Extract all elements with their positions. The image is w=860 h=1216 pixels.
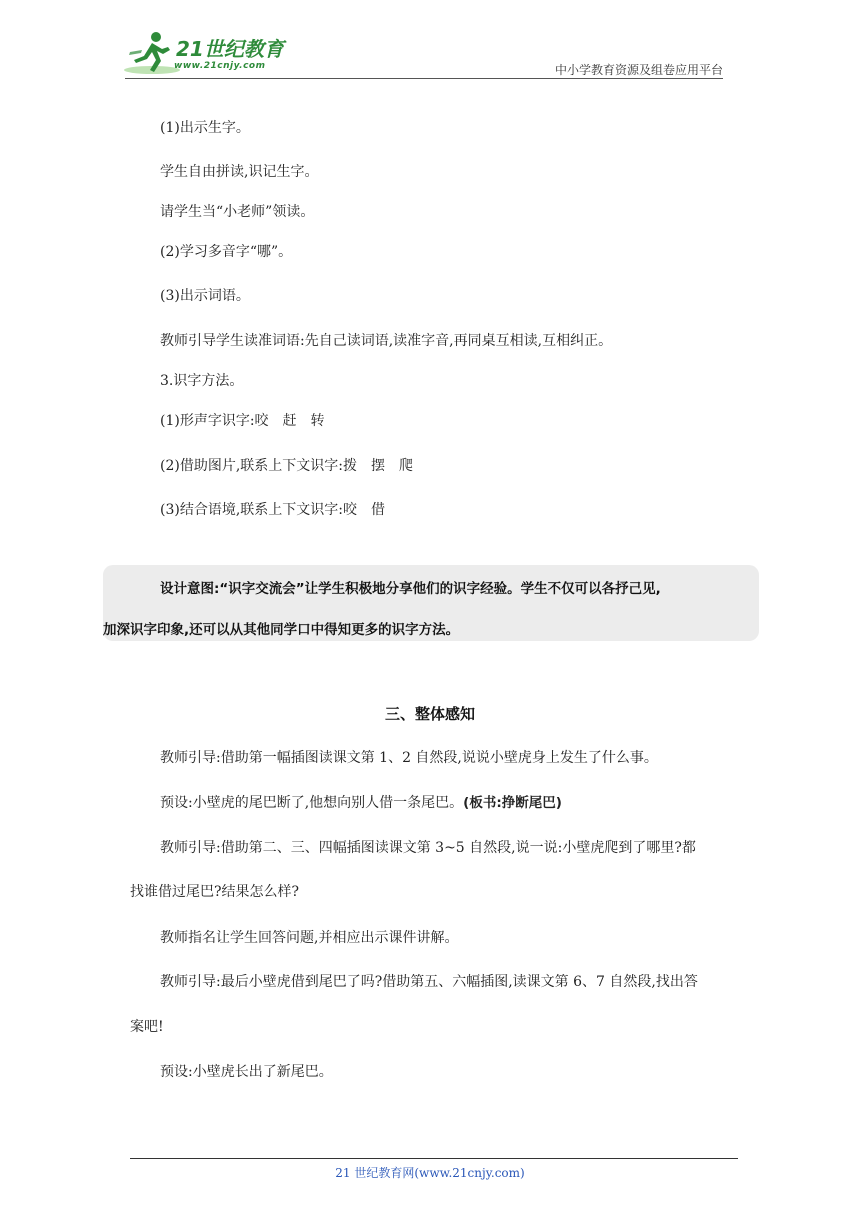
body-line-5: (3)出示词语。 <box>160 288 250 304</box>
design-intent-line-2: 加深识字印象,还可以从其他同学口中得知更多的识字方法。 <box>103 622 460 638</box>
section-line-2 <box>160 793 562 813</box>
page-header <box>0 0 860 80</box>
body-line-10: (3)结合语境,联系上下文识字:咬 借 <box>160 502 385 518</box>
footer-divider <box>130 1158 738 1159</box>
logo-url: www.21cnjy.com <box>174 61 266 71</box>
board-note: (板书:挣断尾巴) <box>463 795 562 811</box>
body-line-8: (1)形声字识字:咬 赶 转 <box>160 413 325 429</box>
design-intent-line-1: 设计意图:“识字交流会”让学生积极地分享他们的识字经验。学生不仅可以各抒己见, <box>160 581 661 597</box>
body-line-4: (2)学习多音字“哪”。 <box>160 244 293 260</box>
body-line-6: 教师引导学生读准词语:先自己读词语,读准字音,再同桌互相读,互相纠正。 <box>160 333 613 349</box>
body-line-7: 3.识字方法。 <box>160 373 244 389</box>
section-line-3a: 教师引导:借助第二、三、四幅插图读课文第 3~5 自然段,说一说:小壁虎爬到了哪里?都 <box>160 840 696 856</box>
logo-title: 21世纪教育 <box>176 37 284 61</box>
body-line-9: (2)借助图片,联系上下文识字:拨 摆 爬 <box>160 458 413 474</box>
footer-link[interactable]: 21 世纪教育网(www.21cnjy.com) <box>335 1166 525 1180</box>
section-line-6: 预设:小壁虎长出了新尾巴。 <box>160 1064 333 1080</box>
runner-logo-icon <box>122 30 182 78</box>
section-title: 三、整体感知 <box>384 705 475 723</box>
header-divider <box>125 78 723 79</box>
body-line-2: 学生自由拼读,识记生字。 <box>160 164 319 180</box>
body-line-3: 请学生当“小老师”领读。 <box>160 204 315 220</box>
site-logo <box>122 30 292 78</box>
section-line-5b: 案吧! <box>130 1019 164 1035</box>
platform-name: 中小学教育资源及组卷应用平台 <box>554 63 723 77</box>
section-line-5a: 教师引导:最后小壁虎借到尾巴了吗?借助第五、六幅插图,读课文第 6、7 自然段,找出答 <box>160 974 698 990</box>
section-line-1: 教师引导:借助第一幅插图读课文第 1、2 自然段,说说小壁虎身上发生了什么事。 <box>160 750 658 766</box>
section-line-3b: 找谁借过尾巴?结果怎么样? <box>130 884 300 900</box>
section-line-4: 教师指名让学生回答问题,并相应出示课件讲解。 <box>160 930 459 946</box>
section-line-2-text: 预设:小壁虎的尾巴断了,他想向别人借一条尾巴。 <box>160 795 464 811</box>
design-intent-box <box>103 565 759 641</box>
body-line-1: (1)出示生字。 <box>160 120 250 136</box>
